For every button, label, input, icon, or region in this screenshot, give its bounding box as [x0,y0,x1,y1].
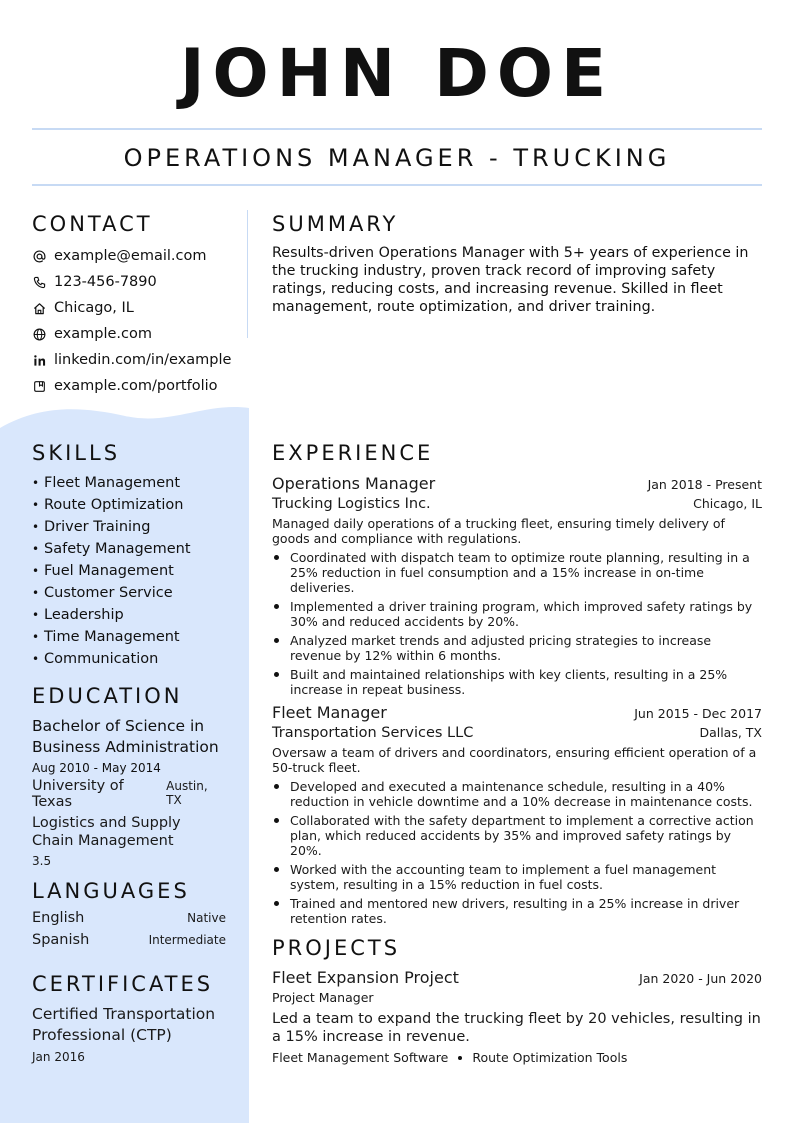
job-dates: Jan 2018 - Present [647,477,762,492]
bullet-icon: • [32,564,40,578]
skill-label: Leadership [44,607,124,623]
contact-location [32,295,242,321]
globe-icon [32,327,46,341]
certificate-date: Jan 2016 [32,1050,85,1064]
skill-item [32,604,242,626]
skill-item [32,648,242,670]
header-top-rule [32,128,762,130]
experience-heading: EXPERIENCE [272,441,434,465]
job-bullet-text: Coordinated with dispatch team to optimize route planning, resulting in a 25% reduction in fuel consumption and a 15% increase in on-time deliveries. [290,550,750,595]
education-dates: Aug 2010 - May 2014 [32,761,161,775]
job-dates: Jun 2015 - Dec 2017 [634,706,762,721]
contact-list [32,243,242,399]
bullet-icon: • [32,586,40,600]
job-bullet [272,862,762,892]
job-bullet-text: Developed and executed a maintenance schedule, resulting in a 40% reduction in vehicle downtime and a 10% decrease in maintenance costs. [290,779,753,809]
job-title: Fleet Manager [272,703,387,722]
job-location: Chicago, IL [693,496,762,511]
job-bullet [272,779,762,809]
degree: Bachelor of Science in Business Administration [32,717,219,756]
job-bullet [272,550,762,595]
education-entry [32,716,226,868]
language-item [32,932,226,954]
contact-portfolio-text: example.com/portfolio [54,378,218,394]
contact-phone-text: 123-456-7890 [54,274,157,290]
linkedin-icon [32,353,46,367]
skill-item [32,626,242,648]
job-bullet-text: Collaborated with the safety department to implement a corrective action plan, which reduced accidents by 35% and improved safety ratings by 20%. [290,813,754,858]
at-icon [32,249,46,263]
projects-heading: PROJECTS [272,936,401,960]
skill-label: Time Management [44,629,180,645]
job-bullet [272,599,762,629]
phone-icon [32,275,46,289]
job-bullet-text: Built and maintained relationships with key clients, resulting in a 25% increase in repeat business. [290,667,728,697]
skill-item [32,472,242,494]
bullet-dot-icon [274,901,279,906]
project-tool: Fleet Management Software [272,1050,449,1065]
job-bullet [272,667,762,697]
job-bullet-text: Analyzed market trends and adjusted pricing strategies to increase revenue by 12% within 6 months. [290,633,712,663]
gpa: 3.5 [32,854,52,868]
certificates-heading: CERTIFICATES [32,972,214,996]
portfolio-icon [32,379,46,393]
job-bullet [272,813,762,858]
project-tool: Route Optimization Tools [472,1050,628,1065]
school-name: University of Texas [32,778,124,810]
job-bullets [272,779,762,926]
school-location: Austin, TX [166,779,208,807]
project-description: Led a team to expand the trucking fleet by 20 vehicles, resulting in a 15% increase in revenue. [272,1011,761,1045]
certificate-name: Certified Transportation Professional (CTP) [32,1005,216,1044]
project-role: Project Manager [272,990,374,1005]
job-bullet [272,896,762,926]
bullet-dot-icon [274,818,279,823]
contact-email-text: example@email.com [54,248,207,264]
skills-list [32,472,242,670]
project-tools [272,1050,762,1065]
languages-list [32,910,226,954]
skills-heading: SKILLS [32,441,121,465]
bullet-icon: • [32,498,40,512]
skill-label: Fuel Management [44,563,174,579]
separator-dot-icon [458,1056,462,1060]
language-level: Native [187,911,226,925]
job-entry [272,474,762,701]
summary-heading: SUMMARY [272,212,399,236]
bullet-icon: • [32,476,40,490]
job-bullet [272,633,762,663]
job-entry [272,703,762,930]
skill-item [32,560,242,582]
skill-item [32,538,242,560]
contact-phone[interactable] [32,269,242,295]
summary-text: Results-driven Operations Manager with 5+ years of experience in the trucking industry, proven track record of improving safety ratings, reducing costs, and increasing revenue. Skilled in fleet management, route optimization, and driver training. [272,245,749,315]
language-item [32,910,226,932]
bullet-dot-icon [274,784,279,789]
language-name: Spanish [32,932,90,948]
skill-label: Driver Training [44,519,151,535]
bullet-dot-icon [274,555,279,560]
skill-item [32,494,242,516]
contact-heading: CONTACT [32,212,153,236]
language-name: English [32,910,85,926]
contact-linkedin[interactable] [32,347,242,373]
bullet-dot-icon [274,604,279,609]
skill-label: Route Optimization [44,497,184,513]
job-bullets [272,550,762,697]
bullet-icon: • [32,520,40,534]
job-headline: OPERATIONS MANAGER - TRUCKING [123,144,671,172]
bullet-icon: • [32,608,40,622]
bullet-dot-icon [274,867,279,872]
education-heading: EDUCATION [32,684,183,708]
skill-label: Fleet Management [44,475,181,491]
project-dates: Jan 2020 - Jun 2020 [639,971,762,986]
job-description: Managed daily operations of a trucking fleet, ensuring timely delivery of goods and compliance with regulations. [272,516,725,546]
major: Logistics and Supply Chain Management [32,815,181,849]
column-divider [247,210,248,338]
project-title: Fleet Expansion Project [272,968,459,987]
skill-item [32,582,242,604]
job-description: Oversaw a team of drivers and coordinators, ensuring efficient operation of a 50-truck fleet. [272,745,757,775]
job-title: Operations Manager [272,474,436,493]
skill-label: Customer Service [44,585,173,601]
bullet-dot-icon [274,638,279,643]
certificate-entry [32,1004,232,1064]
project-entry [272,968,762,1065]
candidate-name: JOHN DOE [179,35,615,112]
header-bottom-rule [32,184,762,186]
skill-item [32,516,242,538]
languages-heading: LANGUAGES [32,879,190,903]
skill-label: Safety Management [44,541,191,557]
contact-website-text: example.com [54,326,152,342]
job-bullet-text: Implemented a driver training program, which improved safety ratings by 30% and reduced accidents by 20%. [290,599,753,629]
language-level: Intermediate [148,933,226,947]
contact-email[interactable] [32,243,242,269]
bullet-icon: • [32,630,40,644]
skill-label: Communication [44,651,159,667]
contact-location-text: Chicago, IL [54,300,134,316]
job-bullet-text: Worked with the accounting team to implement a fuel management system, resulting in a 15% reduction in fuel costs. [290,862,717,892]
job-location: Dallas, TX [699,725,762,740]
contact-linkedin-text: linkedin.com/in/example [54,352,232,368]
bullet-icon: • [32,542,40,556]
job-company: Transportation Services LLC [272,725,474,741]
home-icon [32,301,46,315]
job-company: Trucking Logistics Inc. [272,496,431,512]
contact-portfolio[interactable] [32,373,242,399]
bullet-icon: • [32,652,40,666]
contact-website[interactable] [32,321,242,347]
job-bullet-text: Trained and mentored new drivers, resulting in a 25% increase in driver retention rates. [290,896,740,926]
bullet-dot-icon [274,672,279,677]
